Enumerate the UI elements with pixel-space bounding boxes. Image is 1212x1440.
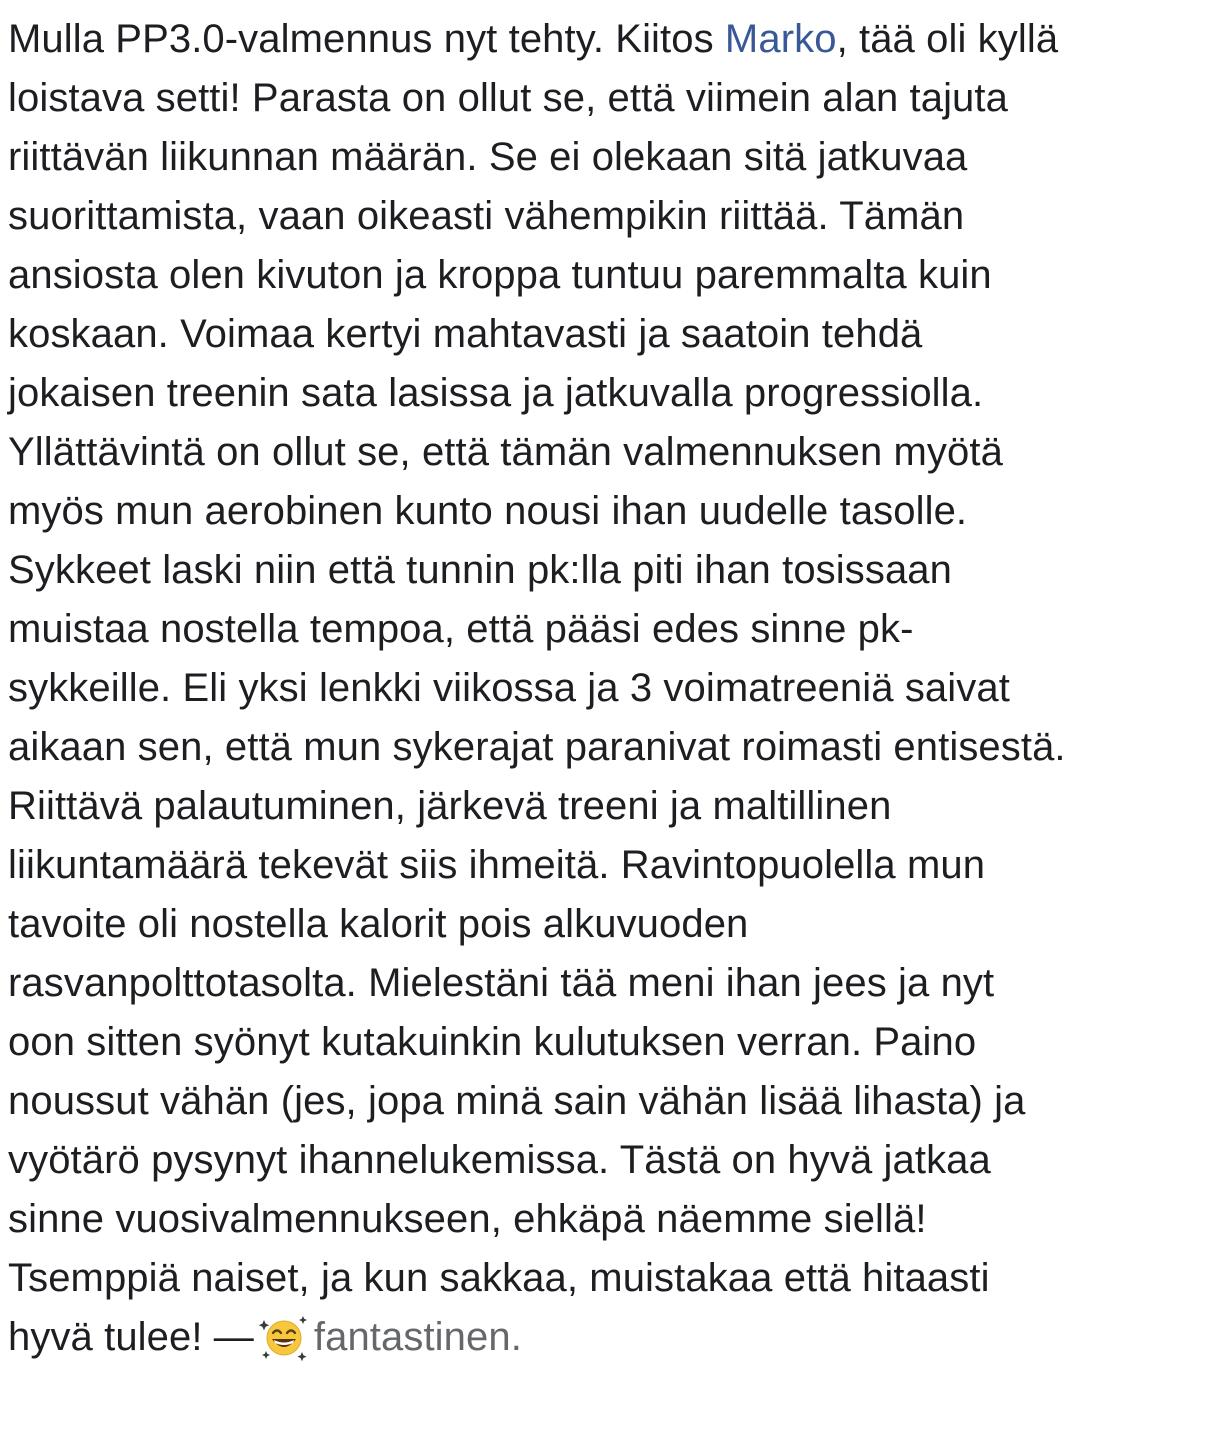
post-line: aikaan sen, että mun sykerajat paranivat roimasti entisestä.: [8, 725, 1066, 769]
post-line: jokaisen treenin sata lasissa ja jatkuvalla progressiolla.: [8, 371, 984, 415]
post-line: ansiosta olen kivuton ja kroppa tuntuu paremmalta kuin: [8, 253, 992, 297]
post-line: sinne vuosivalmennukseen, ehkäpä näemme siellä!: [8, 1197, 927, 1241]
post-line: Sykkeet laski niin että tunnin pk:lla piti ihan tosissaan: [8, 548, 953, 592]
post-line: rasvanpolttotasolta. Mielestäni tää meni ihan jees ja nyt: [8, 961, 995, 1005]
post-line-text: , tää oli kyllä: [836, 17, 1059, 61]
post-line-text: hyvä tulee!: [8, 1315, 214, 1359]
post-line: liikuntamäärä tekevät siis ihmeitä. Ravintopuolella mun: [8, 843, 986, 887]
post-text: [8, 10, 1208, 1367]
post-line: loistava setti! Parasta on ollut se, että viimein alan tajuta: [8, 76, 1008, 120]
post-line: sykkeille. Eli yksi lenkki viikossa ja 3 voimatreeniä saivat: [8, 666, 1010, 710]
post-line: noussut vähän (jes, jopa minä sain vähän lisää lihasta) ja: [8, 1079, 1026, 1123]
post-line-text: Mulla PP3.0-valmennus nyt tehty. Kiitos: [8, 17, 725, 61]
post-line: koskaan. Voimaa kertyi mahtavasti ja saatoin tehdä: [8, 312, 923, 356]
post-line: Riittävä palautuminen, järkevä treeni ja maltillinen: [8, 784, 892, 828]
feeling-separator: —: [213, 1315, 254, 1359]
post-line: muistaa nostella tempoa, että pääsi edes sinne pk-: [8, 607, 914, 651]
mention-link[interactable]: Marko: [724, 17, 837, 61]
post-line: myös mun aerobinen kunto nousi ihan uudelle tasolle.: [8, 489, 968, 533]
post-line-last: [8, 1308, 1208, 1367]
post-line: Tsemppiä naiset, ja kun sakkaa, muistakaa että hitaasti: [8, 1256, 990, 1300]
post-line: Yllättävintä on ollut se, että tämän valmennuksen myötä: [8, 430, 1003, 474]
grinning-face-with-sparkles-icon: [258, 1310, 310, 1362]
post-line: tavoite oli nostella kalorit pois alkuvuoden: [8, 902, 749, 946]
post-line: oon sitten syönyt kutakuinkin kulutuksen verran. Paino: [8, 1020, 977, 1064]
post-line: vyötärö pysynyt ihannelukemissa. Tästä on hyvä jatkaa: [8, 1138, 991, 1182]
post-line: riittävän liikunnan määrän. Se ei olekaan sitä jatkuvaa: [8, 135, 968, 179]
feeling-label[interactable]: fantastinen.: [313, 1315, 522, 1359]
post-line: [8, 10, 1208, 69]
post-line: suorittamista, vaan oikeasti vähempikin riittää. Tämän: [8, 194, 965, 238]
